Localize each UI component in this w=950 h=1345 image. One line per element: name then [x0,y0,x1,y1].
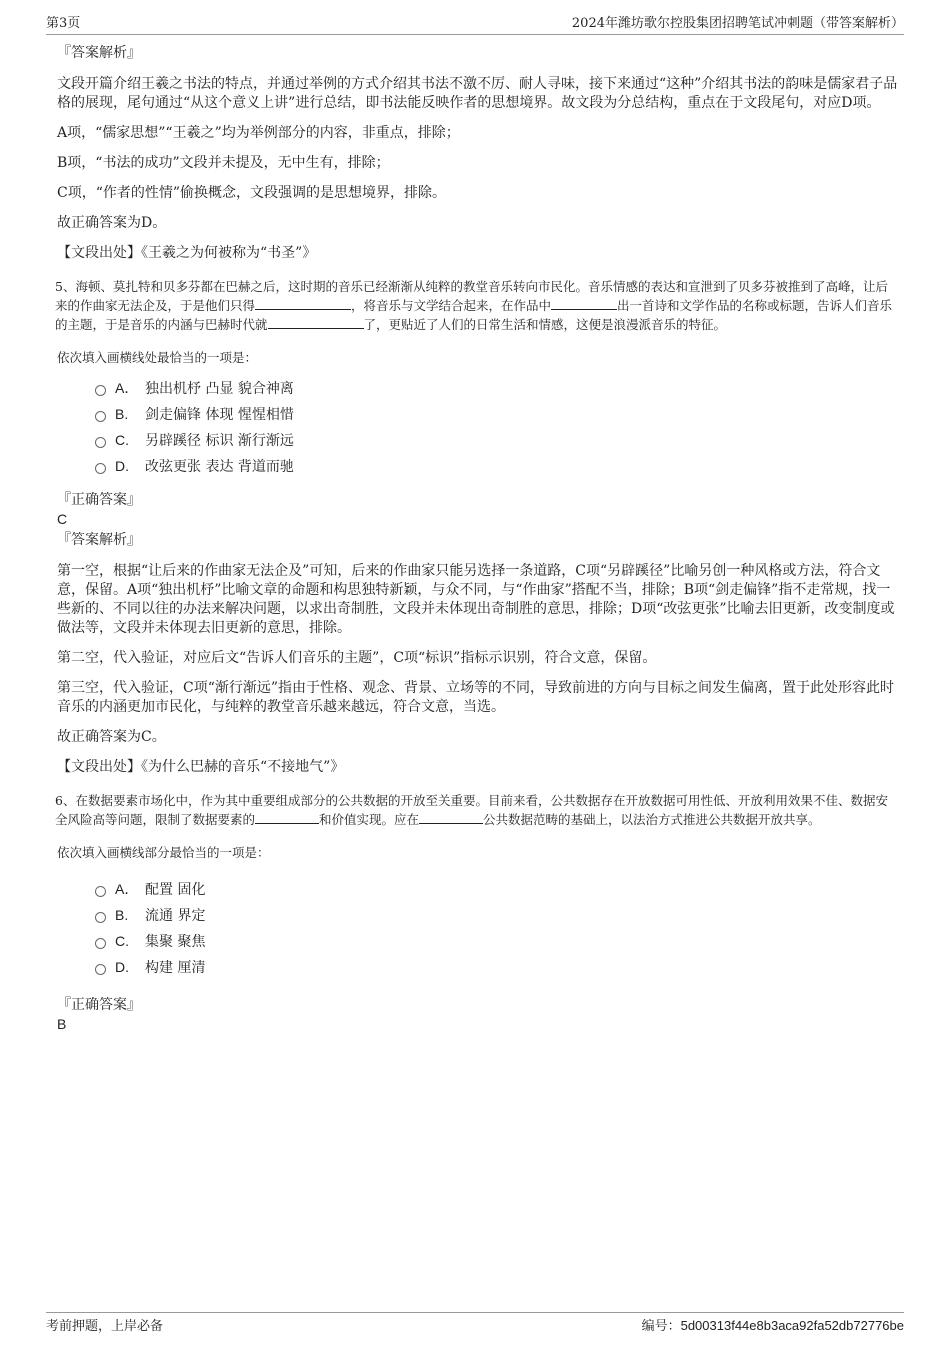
question-5 [57,277,900,777]
passage-source: 【文段出处】《为什么巴赫的音乐“不接地气”》 [57,759,345,775]
radio-icon[interactable] [95,964,106,975]
question-stem: 5、海顿、莫扎特和贝多芬都在巴赫之后，这时期的音乐已经渐渐从纯粹的教堂音乐转向市民化。音乐情感的表达和宣泄到了贝多芬被推到了高峰，让后来的作曲家无法企及，于是他们只得 ，将音乐与文学结合起来，在作品中 出一首诗和文学作品的名称或标题，告诉人们音乐的主题，于是音乐的内涵与巴赫时代就 了，更贴近了人们的日常生活和情感，这便是浪漫派音乐的特征。 [55,279,893,332]
analysis-label: 『答案解析』 [57,532,141,548]
page-header [46,12,904,35]
option-a[interactable]: A． 配置 固化 [95,876,900,902]
analysis-paragraph: 故正确答案为D。 [57,215,167,231]
option-b[interactable]: B. 流通 界定 [95,902,900,928]
analysis-paragraph: B项，“书法的成功”文段并未提及，无中生有，排除； [57,155,390,171]
radio-icon[interactable] [95,437,106,448]
analysis-paragraph: A项，“儒家思想”“王羲之”均为举例部分的内容，非重点，排除； [57,125,460,141]
fill-blank [419,811,483,824]
q4-analysis [57,44,900,263]
correct-answer: B [57,1016,67,1032]
analysis-paragraph: 文段开篇介绍王羲之书法的特点，并通过举例的方式介绍其书法不激不厉、耐人寻味，接下来通过“这种”介绍其书法的韵味是儒家君子品格的展现，尾句通过“从这个意义上讲”进行总结，即书法能反映作者的思想境界。故文段为分总结构，重点在于文段尾句，对应D项。 [57,76,898,111]
analysis-paragraph: 故正确答案为C。 [57,729,166,745]
correct-answer-label: 『正确答案』 [57,492,141,508]
radio-icon[interactable] [95,411,106,422]
page-footer [46,1312,904,1334]
footer-slogan: 考前押题，上岸必备 [46,1319,164,1334]
radio-icon[interactable] [95,938,106,949]
correct-answer-label: 『正确答案』 [57,997,141,1013]
analysis-paragraph: 第三空，代入验证，C项“渐行渐远”指由于性格、观念、背景、立场等的不同，导致前进的方向与目标之间发生偏离，置于此处形容此时音乐的内涵更加市民化，与纯粹的教堂音乐越来越远，符合文意，当选。 [57,680,895,715]
option-c[interactable]: C. 集聚 聚焦 [95,928,900,954]
radio-icon[interactable] [95,886,106,897]
analysis-paragraph: 第二空，代入验证，对应后文“告诉人们音乐的主题”，C项“标识”指标示识别，符合文意，保留。 [57,650,657,666]
option-c[interactable]: C. 另辟蹊径 标识 渐行渐远 [95,427,900,453]
options-list [95,375,900,479]
analysis-label: 『答案解析』 [57,45,141,61]
option-d[interactable]: D. 构建 厘清 [95,954,900,980]
option-d[interactable]: D. 改弦更张 表达 背道而驰 [95,453,900,479]
options-list [95,876,900,980]
fill-blank [255,297,351,310]
fill-blank [268,316,364,329]
question-6 [57,791,900,1034]
correct-answer: C [57,511,68,527]
document-code: 编号：5d00313f44e8b3aca92fa52db72776be [641,1318,904,1333]
radio-icon[interactable] [95,912,106,923]
passage-source: 【文段出处】《王羲之为何被称为“书圣”》 [57,245,317,261]
fill-blank [255,811,319,824]
analysis-paragraph: C项，“作者的性情”偷换概念，文段强调的是思想境界，排除。 [57,185,447,201]
question-prompt: 依次填入画横线部分最恰当的一项是： [57,845,270,860]
fill-blank [551,297,617,310]
analysis-paragraph: 第一空，根据“让后来的作曲家无法企及”可知，后来的作曲家只能另选择一条道路，C项“另辟蹊径”比喻另创一种风格或方法，符合文意，保留。A项“独出机杼”比喻文章的命题和构思独特新颖，与众不同，与“作曲家”搭配不当，排除；B项“剑走偏锋”指不走常规，找一些新的、不同以往的办法来解决问题，以求出奇制胜，文段并未体现出奇制胜的意思，排除；D项“改弦更张”比喻去旧更新，改变制度或做法等，文段并未体现去旧更新的意思，排除。 [57,563,895,636]
question-stem: 6、在数据要素市场化中，作为其中重要组成部分的公共数据的开放至关重要。目前来看，公共数据存在开放数据可用性低、开放利用效果不佳、数据安全风险高等问题，限制了数据要素的 和价值实现。应在 公共数据范畴的基础上，以法治方式推进公共数据开放共享。 [55,793,888,827]
option-a[interactable]: A． 独出机杼 凸显 貌合神离 [95,375,900,401]
main-content [57,44,900,1036]
page-number: 第3页 [46,16,81,31]
document-title: 2024年潍坊歌尔控股集团招聘笔试冲刺题（带答案解析） [571,16,904,31]
option-b[interactable]: B. 剑走偏锋 体现 惺惺相惜 [95,401,900,427]
question-prompt: 依次填入画横线处最恰当的一项是： [57,350,258,365]
radio-icon[interactable] [95,463,106,474]
radio-icon[interactable] [95,385,106,396]
